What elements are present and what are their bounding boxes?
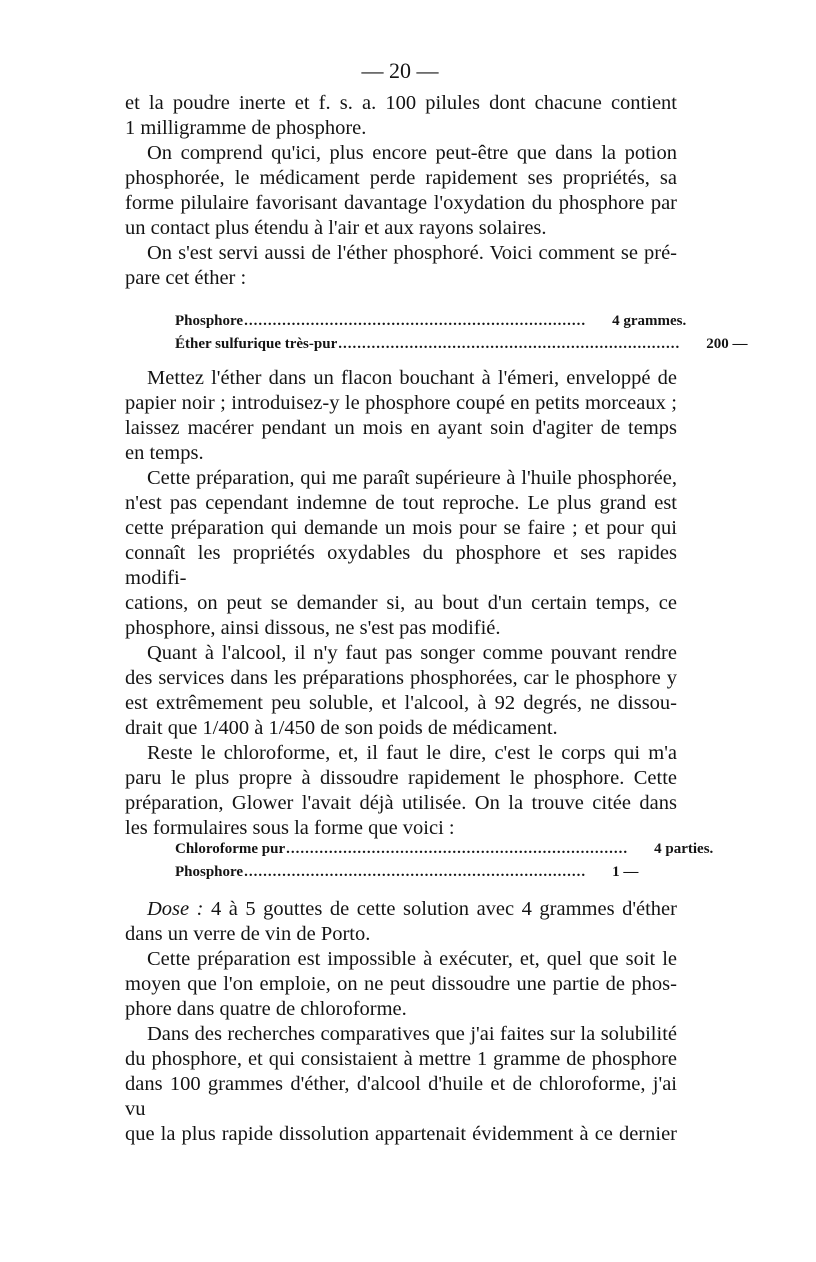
recipe-row <box>175 838 714 861</box>
text-line: cations, on peut se demander si, au bout d'un certain temps, ce <box>125 592 677 614</box>
paragraph-block-1 <box>125 91 677 291</box>
leader-dots: ........................................................................ <box>338 336 681 352</box>
text-line: et la poudre inerte et f. s. a. 100 pilules dont chacune contient <box>125 92 677 114</box>
recipe-ether <box>175 310 748 356</box>
ingredient-name: Chloroforme pur <box>175 841 286 857</box>
text-line: phosphore, ainsi dissous, ne s'est pas modifié. <box>125 617 501 639</box>
ingredient-name: Phosphore <box>175 313 244 329</box>
text-line: moyen que l'on emploie, on ne peut dissoudre une partie de phos- <box>125 973 677 995</box>
text-line: laissez macérer pendant un mois en ayant soin d'agiter de temps <box>125 417 677 439</box>
text-line: du phosphore, et qui consistaient à mettre 1 gramme de phosphore <box>125 1048 677 1070</box>
text-line: préparation, Glower l'avait déjà utilisée. On la trouve citée dans <box>125 792 677 814</box>
recipe-row <box>175 861 639 884</box>
text-line: paru le plus propre à dissoudre rapidement le phosphore. Cette <box>125 767 677 789</box>
text-line: que la plus rapide dissolution appartenait évidemment à ce dernier <box>125 1123 677 1145</box>
text-line: Cette préparation est impossible à exécuter, et, quel que soit le <box>147 948 677 970</box>
text-line: Reste le chloroforme, et, il faut le dire, c'est le corps qui m'a <box>147 742 677 764</box>
text-line: phore dans quatre de chloroforme. <box>125 998 407 1020</box>
text-line: un contact plus étendu à l'air et aux rayons solaires. <box>125 217 547 239</box>
leader-dots: ........................................................................ <box>286 841 629 857</box>
text-line: dans un verre de vin de Porto. <box>125 923 371 945</box>
text-line: dans 100 grammes d'éther, d'alcool d'huile et de chloroforme, j'ai vu <box>125 1073 677 1120</box>
ingredient-quantity: 1 — <box>612 864 639 880</box>
text-line: en temps. <box>125 442 204 464</box>
leader-dots: ........................................................................ <box>244 313 587 329</box>
recipe-row <box>175 333 748 356</box>
text-line: Dans des recherches comparatives que j'ai faites sur la solubilité <box>147 1023 677 1045</box>
dose-label: Dose : <box>147 898 204 920</box>
page-number: — 20 — <box>361 58 439 83</box>
ingredient-name: Éther sulfurique très-pur <box>175 336 338 352</box>
text-line: cette préparation qui demande un mois pour se faire ; et pour qui <box>125 517 677 539</box>
text-line: papier noir ; introduisez-y le phosphore coupé en petits morceaux ; <box>125 392 677 414</box>
ingredient-quantity: 4 grammes. <box>612 313 687 329</box>
paragraph-block-3 <box>125 897 677 1147</box>
text-line <box>125 897 677 922</box>
recipe-row <box>175 310 687 333</box>
text-line: les formulaires sous la forme que voici : <box>125 817 455 839</box>
text-line: On comprend qu'ici, plus encore peut-être que dans la potion <box>147 142 677 164</box>
paragraph-block-2 <box>125 366 677 841</box>
text-line: connaît les propriétés oxydables du phosphore et ses rapides modifi- <box>125 542 677 589</box>
ingredient-quantity: 4 parties. <box>654 841 714 857</box>
ingredient-quantity: 200 — <box>706 336 748 352</box>
text-line: On s'est servi aussi de l'éther phosphoré. Voici comment se pré- <box>147 242 677 264</box>
text-line: Mettez l'éther dans un flacon bouchant à l'émeri, enveloppé de <box>147 367 677 389</box>
recipe-chloroform <box>175 838 714 884</box>
text-line: n'est pas cependant indemne de tout reproche. Le plus grand est <box>125 492 677 514</box>
text-line: 1 milligramme de phosphore. <box>125 117 367 139</box>
text-line: Quant à l'alcool, il n'y faut pas songer comme pouvant rendre <box>147 642 677 664</box>
text-line: drait que 1/400 à 1/450 de son poids de médicament. <box>125 717 558 739</box>
text-line: des services dans les préparations phosphorées, car le phosphore y <box>125 667 677 689</box>
leader-dots: ........................................................................ <box>244 864 587 880</box>
text-line: pare cet éther : <box>125 267 247 289</box>
text-line: Cette préparation, qui me paraît supérieure à l'huile phosphorée, <box>147 467 677 489</box>
text-line: est extrêmement peu soluble, et l'alcool, à 92 degrés, ne dissou- <box>125 692 677 714</box>
text-line: forme pilulaire favorisant davantage l'oxydation du phosphore par <box>125 192 677 214</box>
dose-text: 4 à 5 gouttes de cette solution avec 4 grammes d'éther <box>203 898 677 920</box>
text-line: phosphorée, le médicament perde rapidement ses propriétés, sa <box>125 167 677 189</box>
ingredient-name: Phosphore <box>175 864 244 880</box>
